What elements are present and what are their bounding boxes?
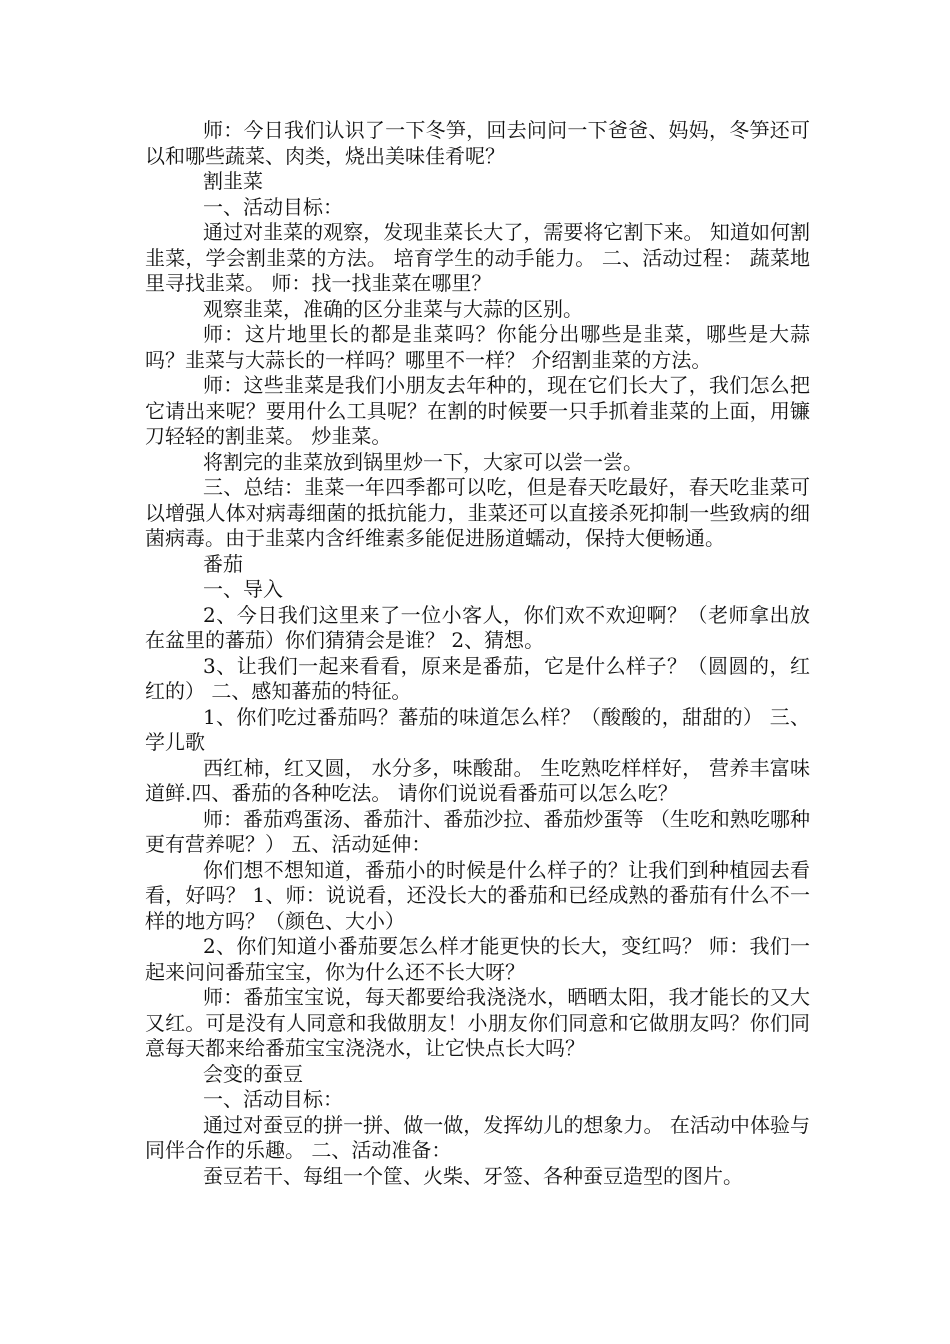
paragraph: 将割完的韭菜放到锅里炒一下，大家可以尝一尝。 [203,449,643,474]
section-title: 会变的蚕豆 [203,1061,303,1086]
paragraph: 师：这片地里长的都是韭菜吗？你能分出哪些是韭菜，哪些是大蒜吗？韭菜与大蒜长的一样吗？哪里不一样？ 介绍割韭菜的方法。 [145,322,810,372]
paragraph: 一、活动目标： [203,1087,343,1111]
paragraph: 通过对蚕豆的拼一拼、做一做，发挥幼儿的想象力。 在活动中体验与同伴合作的乐趣。 二、活动准备： [145,1112,810,1162]
section-title: 割韭菜 [203,169,263,193]
paragraph: 一、活动目标： [203,194,343,219]
paragraph: 2、今日我们这里来了一位小客人，你们欢不欢迎啊？（老师拿出放在盆里的蕃茄）你们猜猜会是谁？ 2、猜想。 [145,602,810,652]
paragraph: 西红柿，红又圆， 水分多，味酸甜。 生吃熟吃样样好， 营养丰富味道鲜.四、番茄的各种吃法。 请你们说说看番茄可以怎么吃？ [145,755,810,805]
paragraph: 三、总结：韭菜一年四季都可以吃，但是春天吃最好，春天吃韭菜可以增强人体对病毒细菌的抵抗能力，韭菜还可以直接杀死抑制一些致病的细菌病毒。由于韭菜内含纤维素多能促进肠道蠕动，保持大便畅通。 [145,475,810,550]
paragraph: 观察韭菜，准确的区分韭菜与大蒜的区别。 [203,296,583,321]
paragraph: 1、你们吃过番茄吗？蕃茄的味道怎么样？（酸酸的，甜甜的） 三、学儿歌 [145,704,810,754]
paragraph: 师：这些韭菜是我们小朋友去年种的，现在它们长大了，我们怎么把它请出来呢？要用什么工具呢？在割的时候要一只手抓着韭菜的上面，用镰刀轻轻的割韭菜。 炒韭菜。 [145,373,810,448]
paragraph: 师：番茄宝宝说，每天都要给我浇浇水，晒晒太阳，我才能长的又大又红。可是没有人同意和我做朋友！小朋友你们同意和它做朋友吗？你们同意每天都来给番茄宝宝浇浇水，让它快点长大吗？ [145,985,810,1060]
paragraph: 一、导入 [203,577,283,601]
paragraph: 你们想不想知道，番茄小的时候是什么样子的？让我们到种植园去看看，好吗？ 1、师：说说看，还没长大的番茄和已经成熟的番茄有什么不一样的地方吗？（颜色、大小） [145,857,810,933]
paragraph: 蚕豆若干、每组一个筐、火柴、牙签、各种蚕豆造型的图片。 [203,1163,743,1188]
paragraph: 3、让我们一起来看看，原来是番茄，它是什么样子？（圆圆的，红红的） 二、感知蕃茄的特征。 [145,653,810,703]
paragraph: 师：今日我们认识了一下冬笋，回去问问一下爸爸、妈妈，冬笋还可以和哪些蔬菜、肉类，烧出美味佳肴呢？ [145,118,810,168]
section-title: 番茄 [203,551,243,576]
paragraph: 2、你们知道小番茄要怎么样才能更快的长大，变红吗？ 师：我们一起来问问番茄宝宝，你为什么还不长大呀？ [145,934,810,984]
document-body [145,118,810,1189]
paragraph: 通过对韭菜的观察，发现韭菜长大了，需要将它割下来。 知道如何割韭菜，学会割韭菜的方法。 培育学生的动手能力。 二、活动过程： 蔬菜地里寻找韭菜。 师：找一找韭菜在哪里？ [145,220,810,295]
paragraph: 师：番茄鸡蛋汤、番茄汁、番茄沙拉、番茄炒蛋等 （生吃和熟吃哪种更有营养呢？） 五、活动延伸： [145,806,810,856]
